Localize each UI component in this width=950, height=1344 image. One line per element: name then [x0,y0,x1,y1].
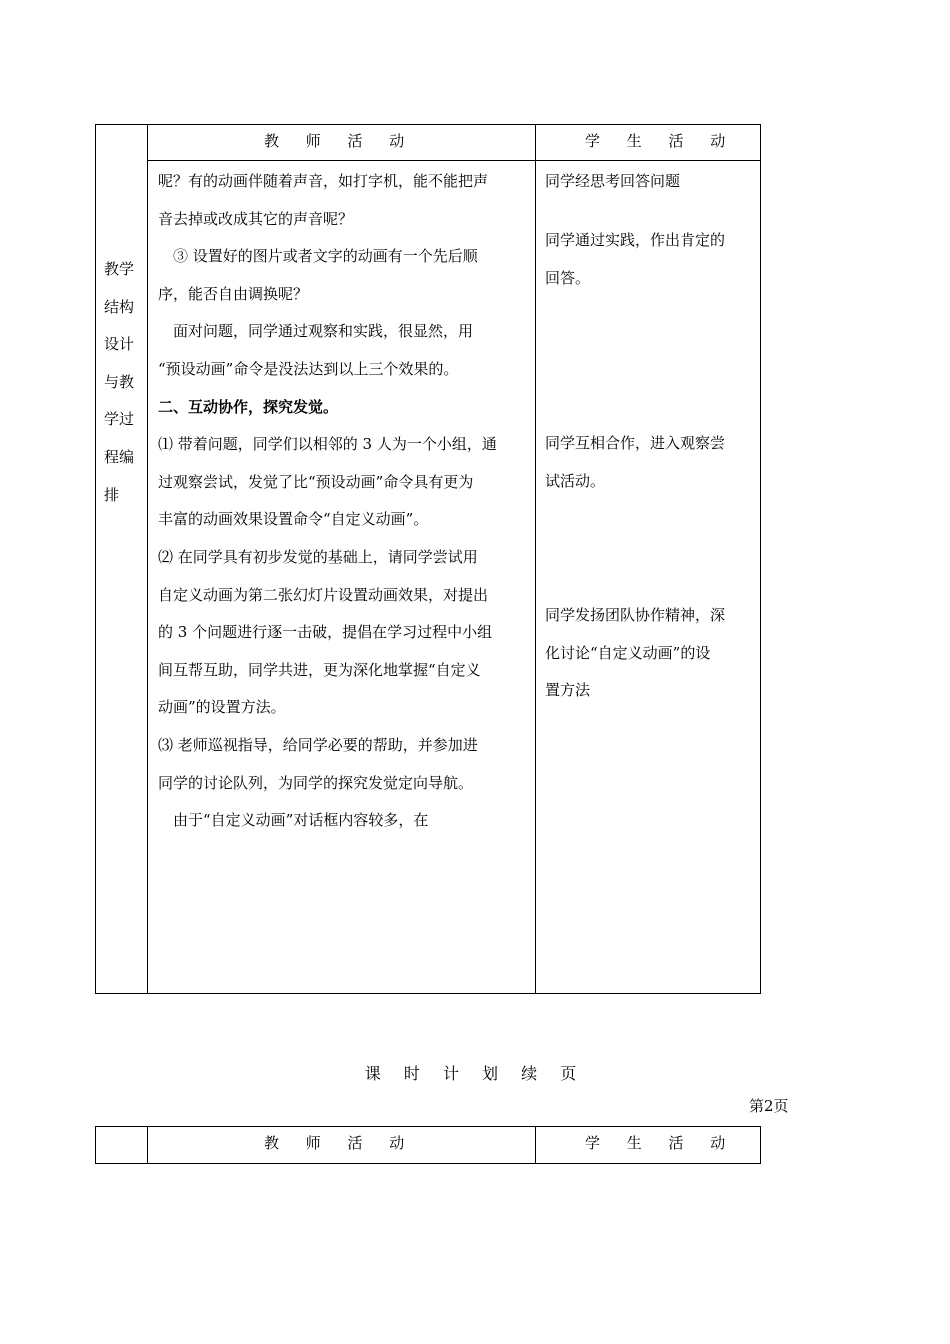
side-label-line: 与教 [104,372,135,391]
student-activity-header: 学 生 活 动 [585,132,737,150]
section-heading: 二、互动协作，探究发觉。 [158,397,339,416]
side-label-line: 结构 [104,297,135,316]
side-label-line: 排 [104,485,120,504]
teacher-text-line: 同学的讨论队列，为同学的探究发觉定向导航。 [158,773,474,792]
header-divider [147,160,760,161]
teacher-text-line: “预设动画”命令是没法达到以上三个效果的。 [158,359,459,378]
teacher-activity-header: 教 师 活 动 [264,132,416,150]
teacher-activity-header: 教 师 活 动 [264,1134,416,1152]
teacher-text-line: 序，能否自由调换呢？ [158,284,309,303]
teacher-text-line: 丰富的动画效果设置命令“自定义动画”。 [158,510,429,529]
student-text-line: 回答。 [545,268,591,287]
side-label-line: 教学 [104,260,135,278]
side-label-line: 设计 [104,335,135,354]
continuation-page-title: 课 时 计 划 续 页 [364,1064,586,1083]
student-response-3 [545,425,755,500]
student-text-line: 化讨论“自定义动画”的设 [545,643,711,662]
student-response-2 [545,222,755,297]
student-text-line: 同学互相合作，进入观察尝 [545,434,726,452]
teacher-text-line: ⑴ 带着问题，同学们以相邻的 3 人为一个小组，通 [158,435,497,454]
student-text-line: 同学经思考回答问题 [545,172,681,190]
side-label-line: 学过 [104,410,135,429]
student-activity-header: 学 生 活 动 [585,1134,737,1152]
teacher-text-line: 过观察尝试，发觉了比“预设动画”命令具有更为 [158,472,474,491]
student-text-line: 试活动。 [545,471,606,490]
teacher-text-line: 动画”的设置方法。 [158,698,286,717]
lesson-table-main [95,124,761,994]
page-number: 第2页 [749,1097,789,1115]
side-label-teaching-structure [104,251,140,514]
teacher-text-line: ⑶ 老师巡视指导，给同学必要的帮助，并参加进 [158,735,478,754]
column-divider-side [147,1127,148,1163]
lesson-table-continuation [95,1126,761,1164]
side-label-line: 程编 [104,447,135,466]
teacher-text-line: 自定义动画为第二张幻灯片设置动画效果，对提出 [158,585,489,604]
column-divider-side [147,125,148,993]
student-response-4 [545,597,755,710]
teacher-text-line: 面对问题，同学通过观察和实践，很显然，用 [158,322,474,341]
student-response-1 [545,163,755,201]
teacher-activity-text [158,163,532,840]
student-text-line: 同学通过实践，作出肯定的 [545,231,726,249]
student-text-line: 同学发扬团队协作精神，深 [545,606,726,624]
teacher-text-line: 由于“自定义动画”对话框内容较多，在 [158,811,429,830]
teacher-text-line: 音去掉或改成其它的声音呢？ [158,209,354,228]
teacher-text-line: ③ 设置好的图片或者文字的动画有一个先后顺 [158,247,478,266]
teacher-text-line: ⑵ 在同学具有初步发觉的基础上，请同学尝试用 [158,547,478,566]
student-text-line: 置方法 [545,681,591,700]
column-divider-student [535,125,536,993]
teacher-text-line: 的 3 个问题进行逐一击破，提倡在学习过程中小组 [158,623,493,642]
teacher-text-line: 呢？有的动画伴随着声音，如打字机，能不能把声 [158,172,489,190]
column-divider-student [535,1127,536,1163]
teacher-text-line: 间互帮互助，同学共进，更为深化地掌握“自定义 [158,660,481,679]
